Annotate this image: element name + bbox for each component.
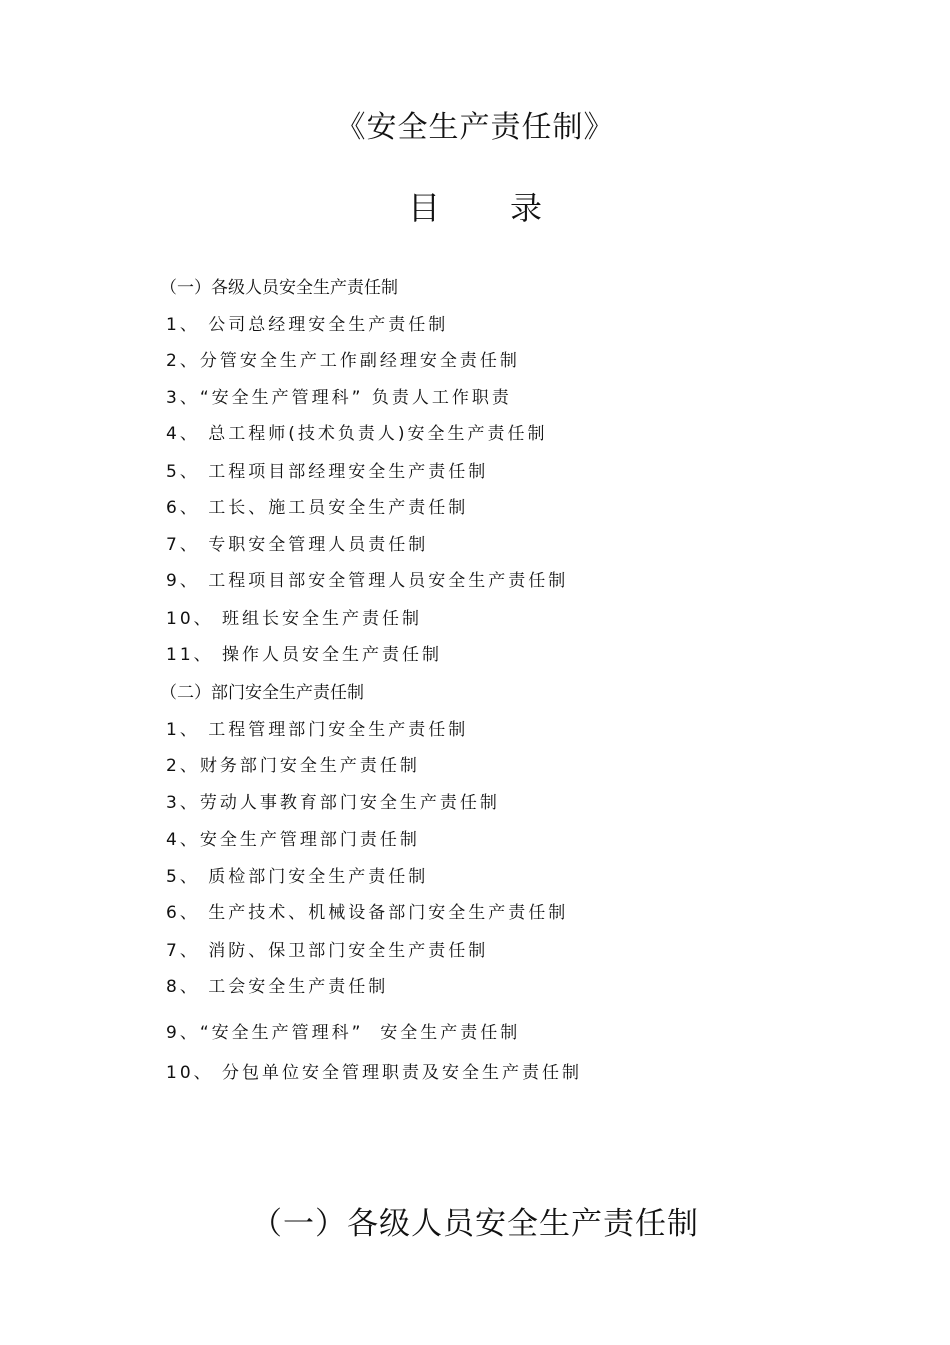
toc-heading-char-2: 录 — [510, 189, 543, 227]
toc-item[interactable]: 6、 工长、施工员安全生产责任制 — [166, 498, 469, 518]
toc-item[interactable]: 7、 专职安全管理人员责任制 — [166, 535, 429, 555]
toc-item[interactable]: 3、“安全生产管理科” 负责人工作职责 — [166, 388, 512, 408]
toc-item[interactable]: 5、 质检部门安全生产责任制 — [166, 867, 429, 887]
toc-item[interactable]: 11、 操作人员安全生产责任制 — [166, 645, 443, 665]
toc-item[interactable]: 9、“安全生产管理科” 安全生产责任制 — [166, 1023, 521, 1043]
toc-section-1[interactable]: （一）各级人员安全生产责任制 — [160, 278, 398, 298]
toc-item[interactable]: 6、 生产技术、机械设备部门安全生产责任制 — [166, 903, 569, 923]
toc-item[interactable]: 1、 工程管理部门安全生产责任制 — [166, 720, 469, 740]
section-heading: （一）各级人员安全生产责任制 — [251, 1206, 699, 1242]
toc-item[interactable]: 3、劳动人事教育部门安全生产责任制 — [166, 793, 500, 813]
toc-item[interactable]: 10、 分包单位安全管理职责及安全生产责任制 — [166, 1063, 583, 1083]
toc-item[interactable]: 8、 工会安全生产责任制 — [166, 977, 389, 997]
toc-section-2[interactable]: （二）部门安全生产责任制 — [160, 683, 364, 703]
toc-item[interactable]: 10、 班组长安全生产责任制 — [166, 609, 423, 629]
toc-item[interactable]: 2、分管安全生产工作副经理安全责任制 — [166, 351, 520, 371]
toc-item[interactable]: 9、 工程项目部安全管理人员安全生产责任制 — [166, 571, 569, 591]
toc-item[interactable]: 1、 公司总经理安全生产责任制 — [166, 315, 449, 335]
toc-heading-char-1: 目 — [407, 189, 440, 227]
toc-item[interactable]: 4、 总工程师(技术负责人)安全生产责任制 — [166, 424, 548, 444]
document-title: 《安全生产责任制》 — [335, 110, 615, 145]
toc-item[interactable]: 5、 工程项目部经理安全生产责任制 — [166, 462, 489, 482]
toc-item[interactable]: 7、 消防、保卫部门安全生产责任制 — [166, 941, 489, 961]
toc-heading — [0, 186, 950, 230]
toc-item[interactable]: 2、财务部门安全生产责任制 — [166, 756, 420, 776]
toc-item[interactable]: 4、安全生产管理部门责任制 — [166, 830, 420, 850]
